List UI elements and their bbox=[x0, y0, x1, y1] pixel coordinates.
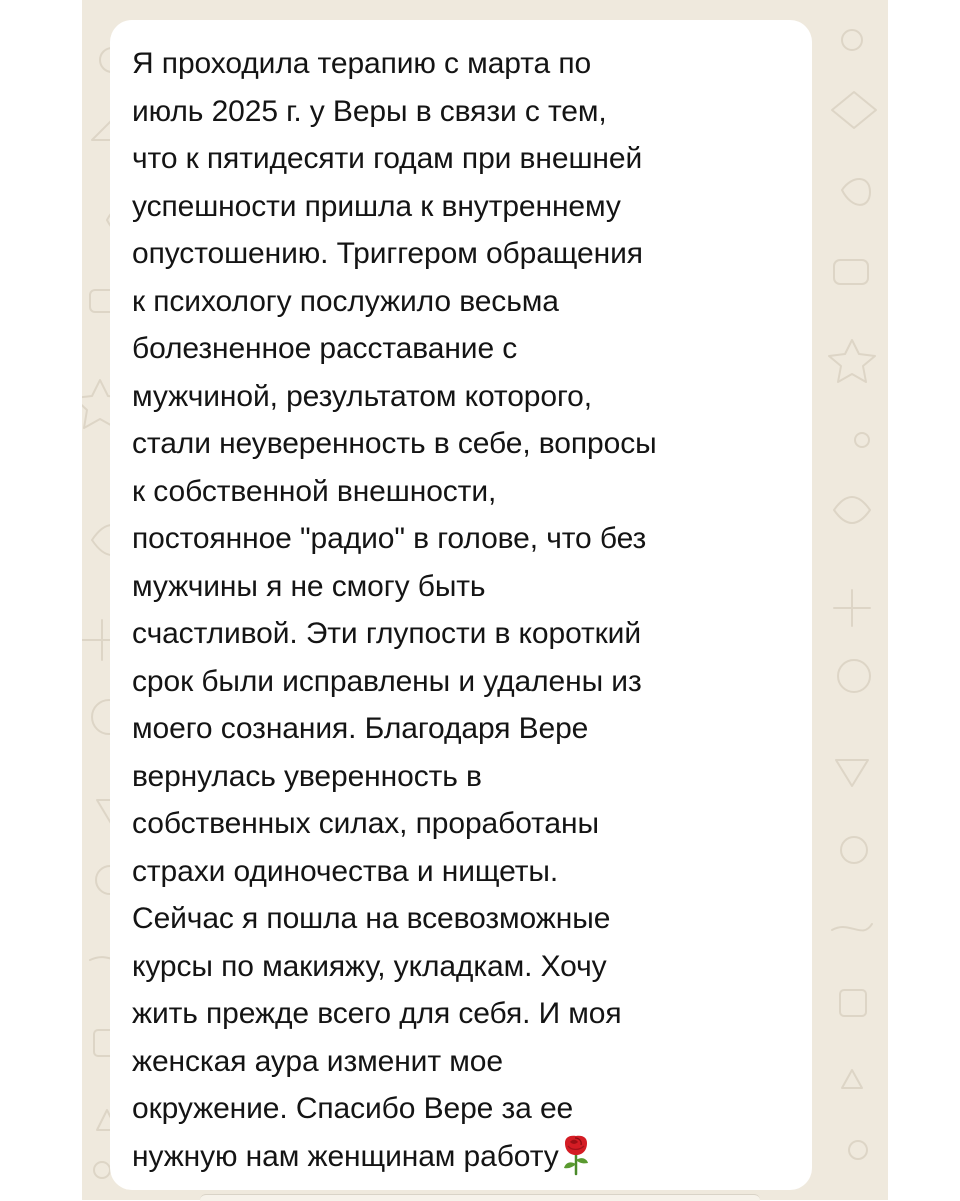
message-text bbox=[132, 40, 792, 1180]
message-line: мужчины я не смогу быть bbox=[132, 569, 486, 603]
message-line: что к пятидесяти годам при внешней bbox=[132, 142, 643, 175]
message-line: Сейчас я пошла на всевозможные bbox=[132, 902, 611, 935]
message-line: постоянное "радио" в голове, что без bbox=[132, 522, 647, 555]
message-line: Я проходила терапию с марта по bbox=[132, 47, 592, 80]
message-line-last bbox=[132, 1133, 792, 1181]
message-line: собственных силах, проработаны bbox=[132, 807, 599, 840]
message-line: срок были исправлены и удалены из bbox=[132, 664, 642, 698]
message-line: нужную нам женщинам работу bbox=[132, 1139, 559, 1173]
message-line: окружение. Спасибо Вере за ее bbox=[132, 1092, 574, 1125]
message-line: к психологу послужило весьма bbox=[132, 284, 559, 318]
message-line: мужчиной, результатом которого, bbox=[132, 379, 592, 413]
message-line: женская аура изменит мое bbox=[132, 1044, 503, 1078]
message-line: опустошению. Триггером обращения bbox=[132, 237, 643, 270]
message-line: к собственной внешности, bbox=[132, 474, 497, 508]
message-line: болезненное расставание с bbox=[132, 332, 518, 365]
rose-icon bbox=[561, 1134, 591, 1176]
message-line: курсы по макияжу, укладкам. Хочу bbox=[132, 949, 607, 983]
message-line: вернулась уверенность в bbox=[132, 759, 482, 793]
message-line: страхи одиночества и нищеты. bbox=[132, 854, 559, 888]
message-bubble[interactable] bbox=[110, 20, 812, 1190]
message-line: успешности пришла к внутреннему bbox=[132, 189, 621, 223]
message-line: моего сознания. Благодаря Вере bbox=[132, 712, 589, 745]
message-line: счастливой. Эти глупости в короткий bbox=[132, 617, 641, 650]
message-line: стали неуверенность в себе, вопросы bbox=[132, 427, 657, 460]
message-line: июль 2025 г. у Веры в связи с тем, bbox=[132, 94, 607, 128]
message-line: жить прежде всего для себя. И моя bbox=[132, 997, 622, 1030]
